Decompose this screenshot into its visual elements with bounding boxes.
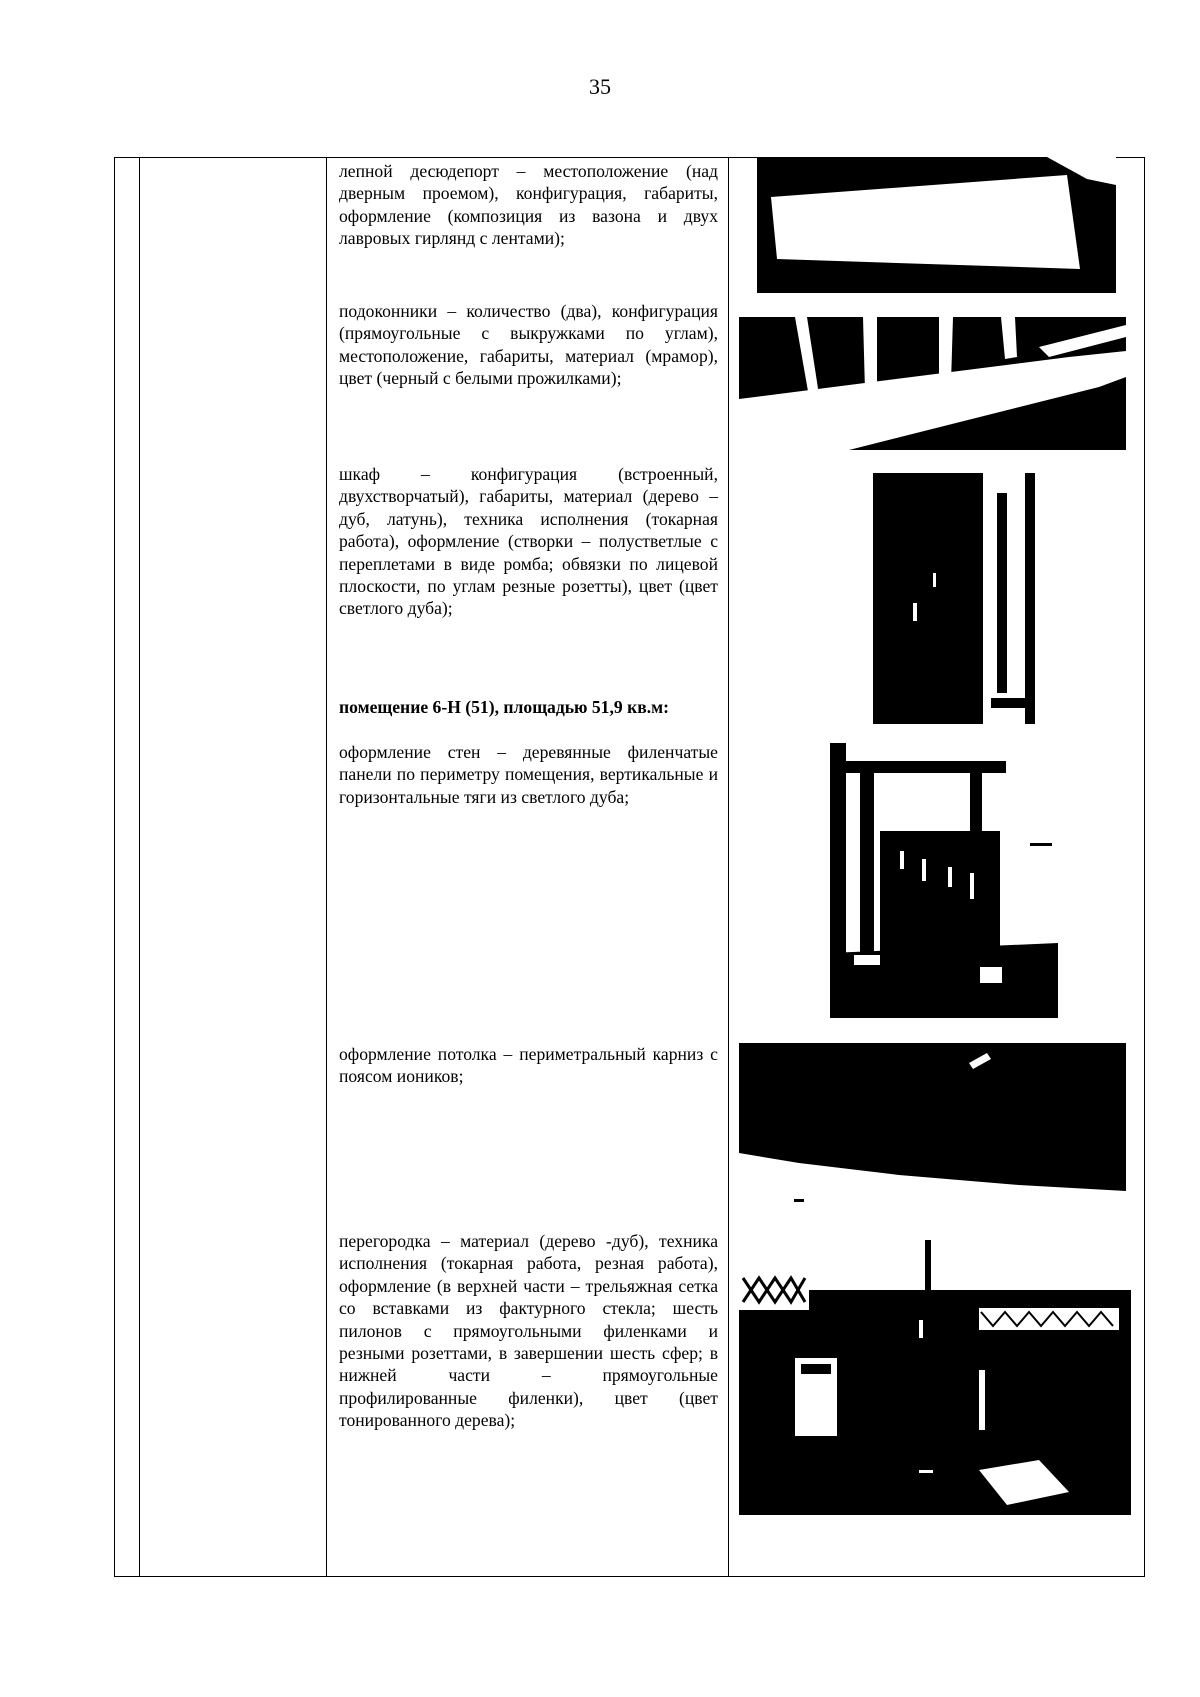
photo-cabinet	[873, 473, 1055, 724]
photo-partition	[739, 1230, 1131, 1515]
entry-cabinet: шкаф – конфигурация (встроенный, двухстворчатый), габариты, материал (дерево – дуб, латунь), техника исполнения (токарная работа), оформление (створки – полустветлые с переплетами в виде ромба; обвязки по лицевой плоскости, по углам резные розетты), цвет (цвет светлого дуба);	[339, 464, 718, 619]
entry-ceiling-decoration: оформление потолка – периметральный карниз с поясом иоников;	[339, 1044, 718, 1087]
entry-window-sills: подоконники – количество (два), конфигурация (прямоугольные с выкружками по углам), местоположение, габариты, материал (мрамор), цвет (черный с белыми прожилками);	[339, 301, 718, 389]
room-heading: помещение 6-Н (51), площадью 51,9 кв.м:	[339, 697, 669, 717]
entry-partition: перегородка – материал (дерево -дуб), техника исполнения (токарная работа, резная работа), оформление (в верхней части – трельяжная сетка со вставками из фактурного стекла; шесть пилонов с прямоугольными филенками и резными розеттами, в завершении шесть сфер; в нижней части – прямоугольные профилированные филенки), цвет (цвет тонированного дерева);	[339, 1231, 718, 1431]
photo-window-sills	[739, 317, 1126, 450]
photo-walls	[830, 743, 1058, 1018]
column-divider	[326, 158, 327, 1576]
entry-dessus-de-porte: лепной десюдепорт – местоположение (над дверным проемом), конфигурация, габариты, оформление (композиция из вазона и двух лавровых гирлянд с лентами);	[339, 161, 718, 249]
photo-ceiling	[739, 1043, 1126, 1203]
column-divider	[139, 158, 140, 1576]
entry-wall-decoration: оформление стен – деревянные филенчатые панели по периметру помещения, вертикальные и горизонтальные тяги из светлого дуба;	[339, 742, 718, 807]
photo-dessus-de-porte	[757, 157, 1116, 293]
column-divider	[728, 158, 729, 1576]
page-number: 35	[589, 74, 611, 99]
